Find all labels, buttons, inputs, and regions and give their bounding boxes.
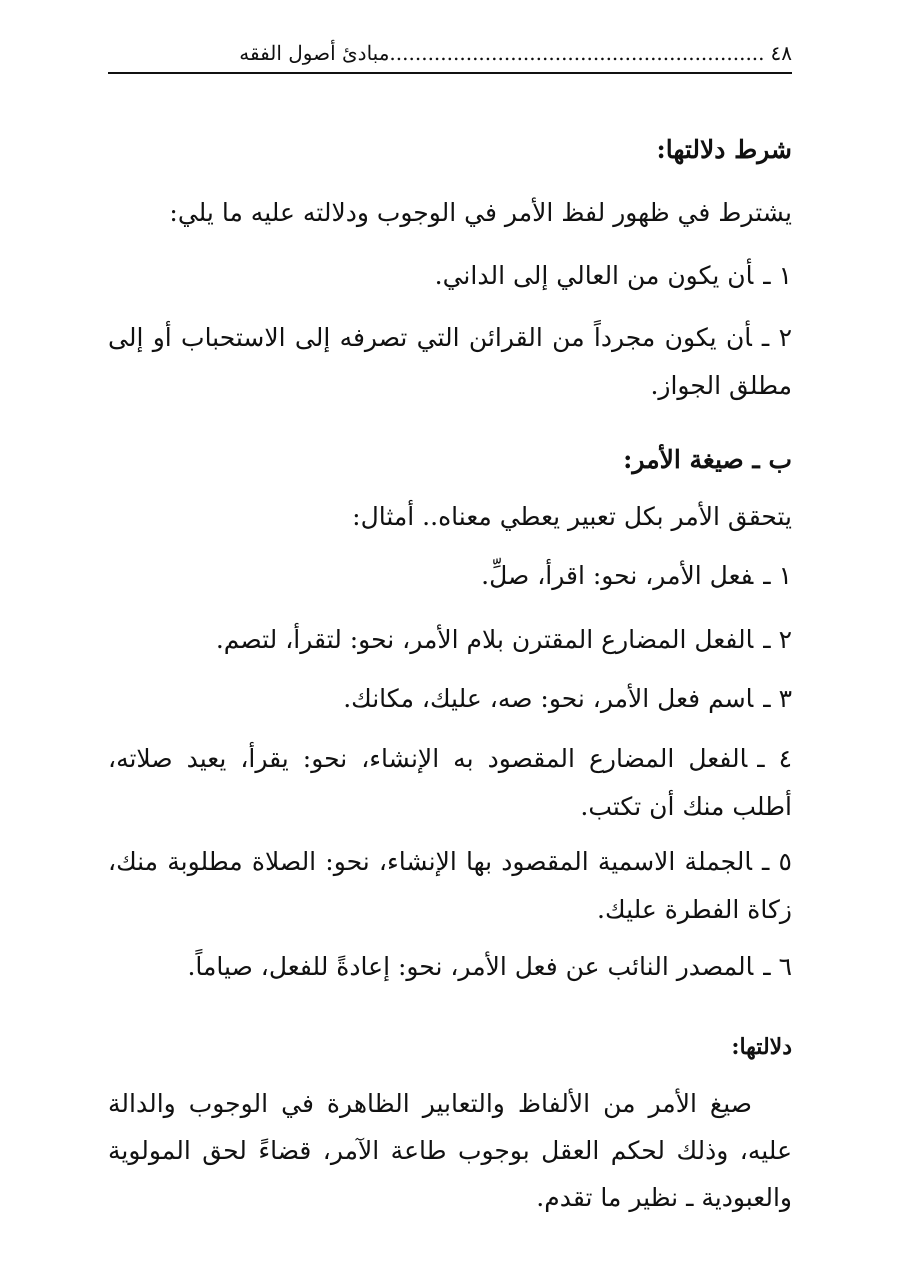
list-item	[108, 673, 792, 725]
section-intro-condition: يشترط في ظهور لفظ الأمر في الوجوب ودلالته عليه ما يلي:	[169, 198, 792, 227]
item-text: المصدر النائب عن فعل الأمر، نحو: إعادةً للفعل، صياماً.	[187, 952, 754, 981]
list-item	[108, 314, 792, 410]
item-text: فعل الأمر، نحو: اقرأ، صلِّ.	[481, 561, 754, 590]
item-number: ٣ ـ	[763, 684, 792, 713]
section-body-significance: صيغ الأمر من الألفاظ والتعابير الظاهرة في الوجوب والدالة عليه، وذلك لحكم العقل بوجوب طاعة الآمر، قضاءً لحق المولوية والعبودية ـ نظير ما تقدم.	[108, 1089, 792, 1212]
item-text: الجملة الاسمية المقصود بها الإنشاء، نحو: الصلاة مطلوبة منك، زكاة الفطرة عليك.	[108, 847, 792, 924]
item-number: ٥ ـ	[762, 847, 792, 876]
list-item	[108, 614, 792, 666]
item-number: ٢ ـ	[763, 625, 792, 654]
running-header	[108, 36, 792, 74]
section-heading-form: ب ـ صيغة الأمر:	[623, 445, 792, 474]
document-page	[108, 0, 792, 1266]
item-number: ٦ ـ	[763, 952, 792, 981]
list-item	[108, 250, 792, 302]
section-intro-form: يتحقق الأمر بكل تعبير يعطي معناه.. أمثال:	[352, 502, 792, 531]
item-number: ١ ـ	[763, 261, 792, 290]
item-text: الفعل المضارع المقصود به الإنشاء، نحو: يقرأ، يعيد صلاته، أطلب منك أن تكتب.	[108, 744, 792, 821]
item-number: ١ ـ	[763, 561, 792, 590]
section-heading-condition: شرط دلالتها:	[656, 135, 792, 164]
page-number: ٤٨	[770, 41, 792, 65]
item-text: أن يكون مجرداً من القرائن التي تصرفه إلى الاستحباب أو إلى مطلق الجواز.	[108, 323, 792, 400]
list-item	[108, 838, 792, 934]
item-text: الفعل المضارع المقترن بلام الأمر، نحو: لتقرأ، لتصم.	[215, 625, 754, 654]
section-heading-significance: دلالتها:	[731, 1034, 792, 1060]
item-text: اسم فعل الأمر، نحو: صه، عليك، مكانك.	[343, 684, 754, 713]
list-item	[108, 550, 792, 602]
header-leader-dots: ...........................................................	[389, 41, 765, 65]
item-number: ٤ ـ	[757, 744, 792, 773]
book-title: مبادئ أصول الفقه	[239, 41, 390, 65]
list-item	[108, 735, 792, 831]
item-number: ٢ ـ	[761, 323, 792, 352]
list-item	[108, 941, 792, 993]
item-text: أن يكون من العالي إلى الداني.	[434, 261, 754, 290]
